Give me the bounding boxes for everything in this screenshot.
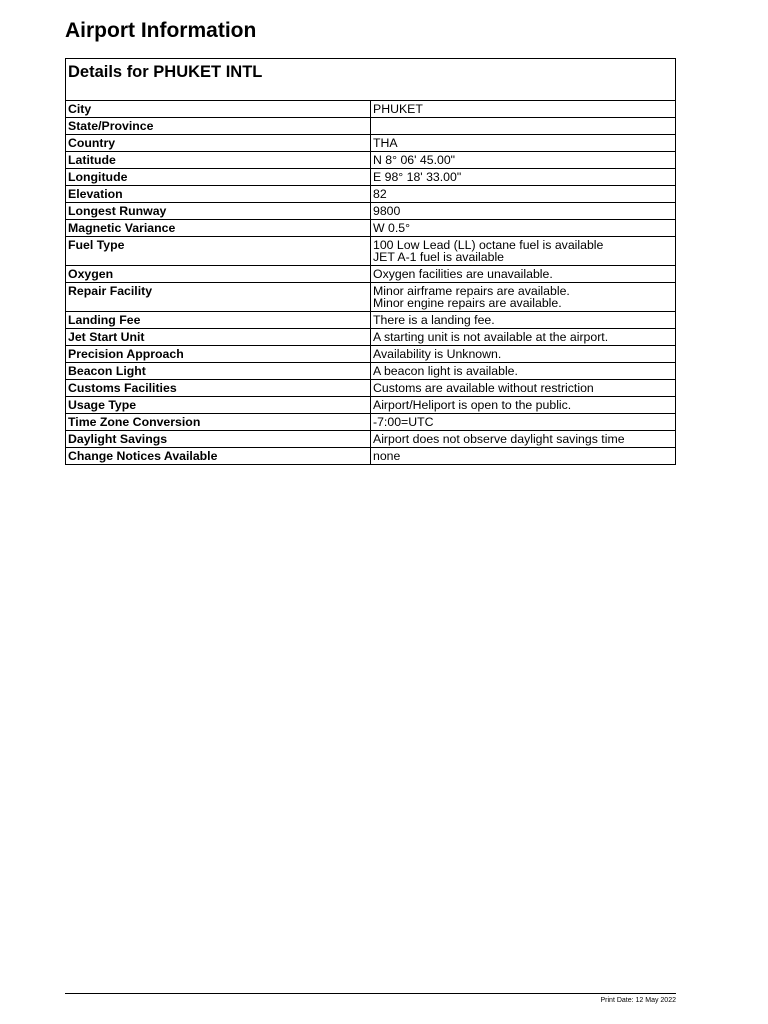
row-value [371,346,676,363]
row-value [371,312,676,329]
table-row [66,414,676,431]
row-value-line: -7:00=UTC [373,415,434,429]
table-row [66,118,676,135]
row-value-line: Customs are available without restriction [373,381,594,395]
table-row [66,363,676,380]
row-value-line: Minor engine repairs are available. [373,296,562,310]
row-value [371,135,676,152]
row-label: Change Notices Available [66,448,371,465]
row-value-line: Oxygen facilities are unavailable. [373,267,553,281]
table-row [66,152,676,169]
row-value [371,431,676,448]
row-value [371,329,676,346]
table-row [66,220,676,237]
table-row [66,312,676,329]
row-value-line: JET A-1 fuel is available [373,250,505,264]
row-value [371,283,676,312]
row-label: Beacon Light [66,363,371,380]
details-heading: Details for PHUKET INTL [66,59,676,101]
row-label: Magnetic Variance [66,220,371,237]
row-label: Customs Facilities [66,380,371,397]
row-value [371,266,676,283]
row-value [371,101,676,118]
footer-divider [65,993,676,994]
row-value-line: none [373,449,401,463]
row-value [371,152,676,169]
table-row [66,329,676,346]
table-row [66,237,676,266]
row-value-line: There is a landing fee. [373,313,495,327]
row-value-line: 100 Low Lead (LL) octane fuel is available [373,238,604,252]
row-value-line: Availability is Unknown. [373,347,502,361]
row-label: Repair Facility [66,283,371,312]
row-label: Precision Approach [66,346,371,363]
row-label: Time Zone Conversion [66,414,371,431]
row-value-line [373,120,672,132]
row-label: Usage Type [66,397,371,414]
table-row [66,203,676,220]
row-value [371,380,676,397]
print-date: Print Date: 12 May 2022 [600,997,676,1004]
row-label: Daylight Savings [66,431,371,448]
table-header-row [66,59,676,101]
row-label: Country [66,135,371,152]
row-value-line: 9800 [373,204,401,218]
table-row [66,397,676,414]
row-value [371,237,676,266]
page-title: Airport Information [65,19,257,42]
row-label: Oxygen [66,266,371,283]
row-value-line: E 98° 18' 33.00" [373,170,462,184]
row-value-line: 82 [373,187,387,201]
row-label: City [66,101,371,118]
table-row [66,186,676,203]
row-label: Longest Runway [66,203,371,220]
row-value [371,186,676,203]
row-value-line: Minor airframe repairs are available. [373,284,570,298]
row-label: Longitude [66,169,371,186]
row-value-line: W 0.5° [373,221,411,235]
airport-details-table [65,58,676,465]
table-row [66,101,676,118]
row-value [371,448,676,465]
row-value [371,414,676,431]
row-value [371,169,676,186]
table-row [66,448,676,465]
table-row [66,135,676,152]
row-value [371,397,676,414]
row-label: Latitude [66,152,371,169]
row-value-line: A starting unit is not available at the airport. [373,330,609,344]
row-value-line: N 8° 06' 45.00" [373,153,456,167]
row-value-line: A beacon light is available. [373,364,518,378]
row-value [371,363,676,380]
row-label: Jet Start Unit [66,329,371,346]
table-row [66,283,676,312]
table-row [66,169,676,186]
table-row [66,380,676,397]
row-label: Landing Fee [66,312,371,329]
row-value [371,220,676,237]
row-label: Elevation [66,186,371,203]
table-row [66,266,676,283]
row-value [371,118,676,135]
row-value-line: PHUKET [373,102,423,116]
row-label: State/Province [66,118,371,135]
row-value [371,203,676,220]
row-label: Fuel Type [66,237,371,266]
table-row [66,431,676,448]
row-value-line: Airport does not observe daylight savings time [373,432,625,446]
row-value-line: Airport/Heliport is open to the public. [373,398,572,412]
row-value-line: THA [373,136,398,150]
table-row [66,346,676,363]
